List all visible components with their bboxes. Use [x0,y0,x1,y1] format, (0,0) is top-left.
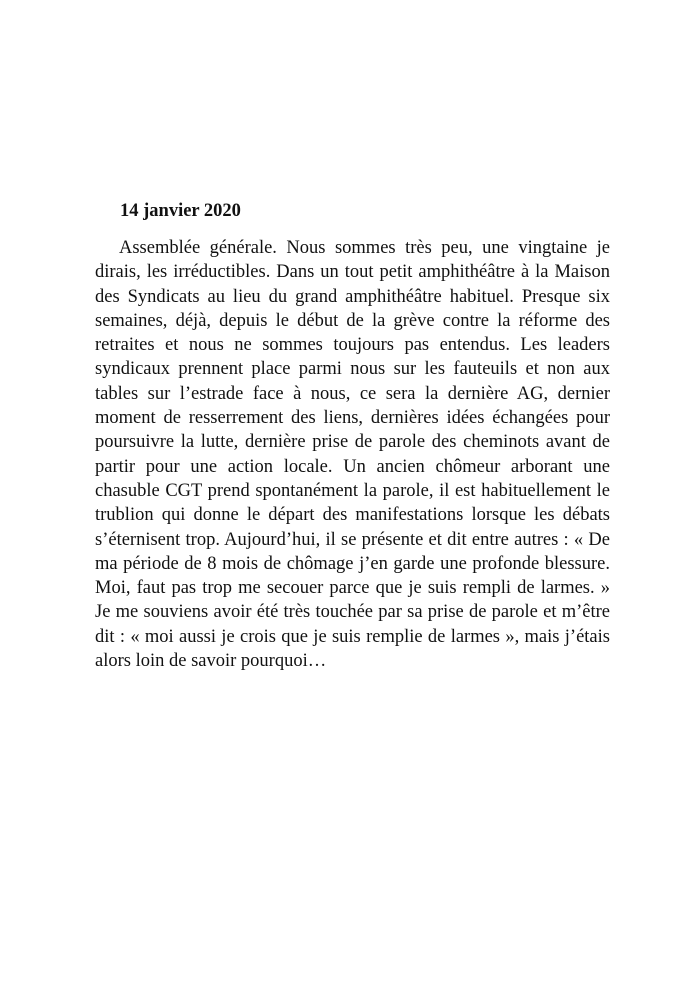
entry-body-paragraph: Assemblée générale. Nous sommes très peu, une vingtaine je dirais, les irréductibles. Dans un tout petit amphithéâtre à la Maison des Syndicats au lieu du grand amphithéâtre habituel. Presque six semaines, déjà, depuis le début de la grève contre la réforme des retraites et nous ne sommes toujours pas entendus. Les leaders syndicaux prennent place parmi nous sur les fauteuils et non aux tables sur l’estrade face à nous, ce sera la dernière AG, dernier moment de resserrement des liens, dernières idées échangées pour poursuivre la lutte, dernière prise de parole des cheminots avant de partir pour une action locale. Un ancien chômeur arborant une chasuble CGT prend spontanément la parole, il est habituellement le trublion qui donne le départ des manifestations lorsque les débats s’éternisent trop. Aujourd’hui, il se présente et dit entre autres : « De ma période de 8 mois de chômage j’en garde une profonde blessure. Moi, faut pas trop me secouer parce que je suis rempli de larmes. » Je me souviens avoir été très touchée par sa prise de parole et m’être dit : « moi aussi je crois que je suis remplie de larmes », mais j’étais alors loin de savoir pourquoi… [95,238,610,672]
entry-date-heading: 14 janvier 2020 [120,201,241,221]
